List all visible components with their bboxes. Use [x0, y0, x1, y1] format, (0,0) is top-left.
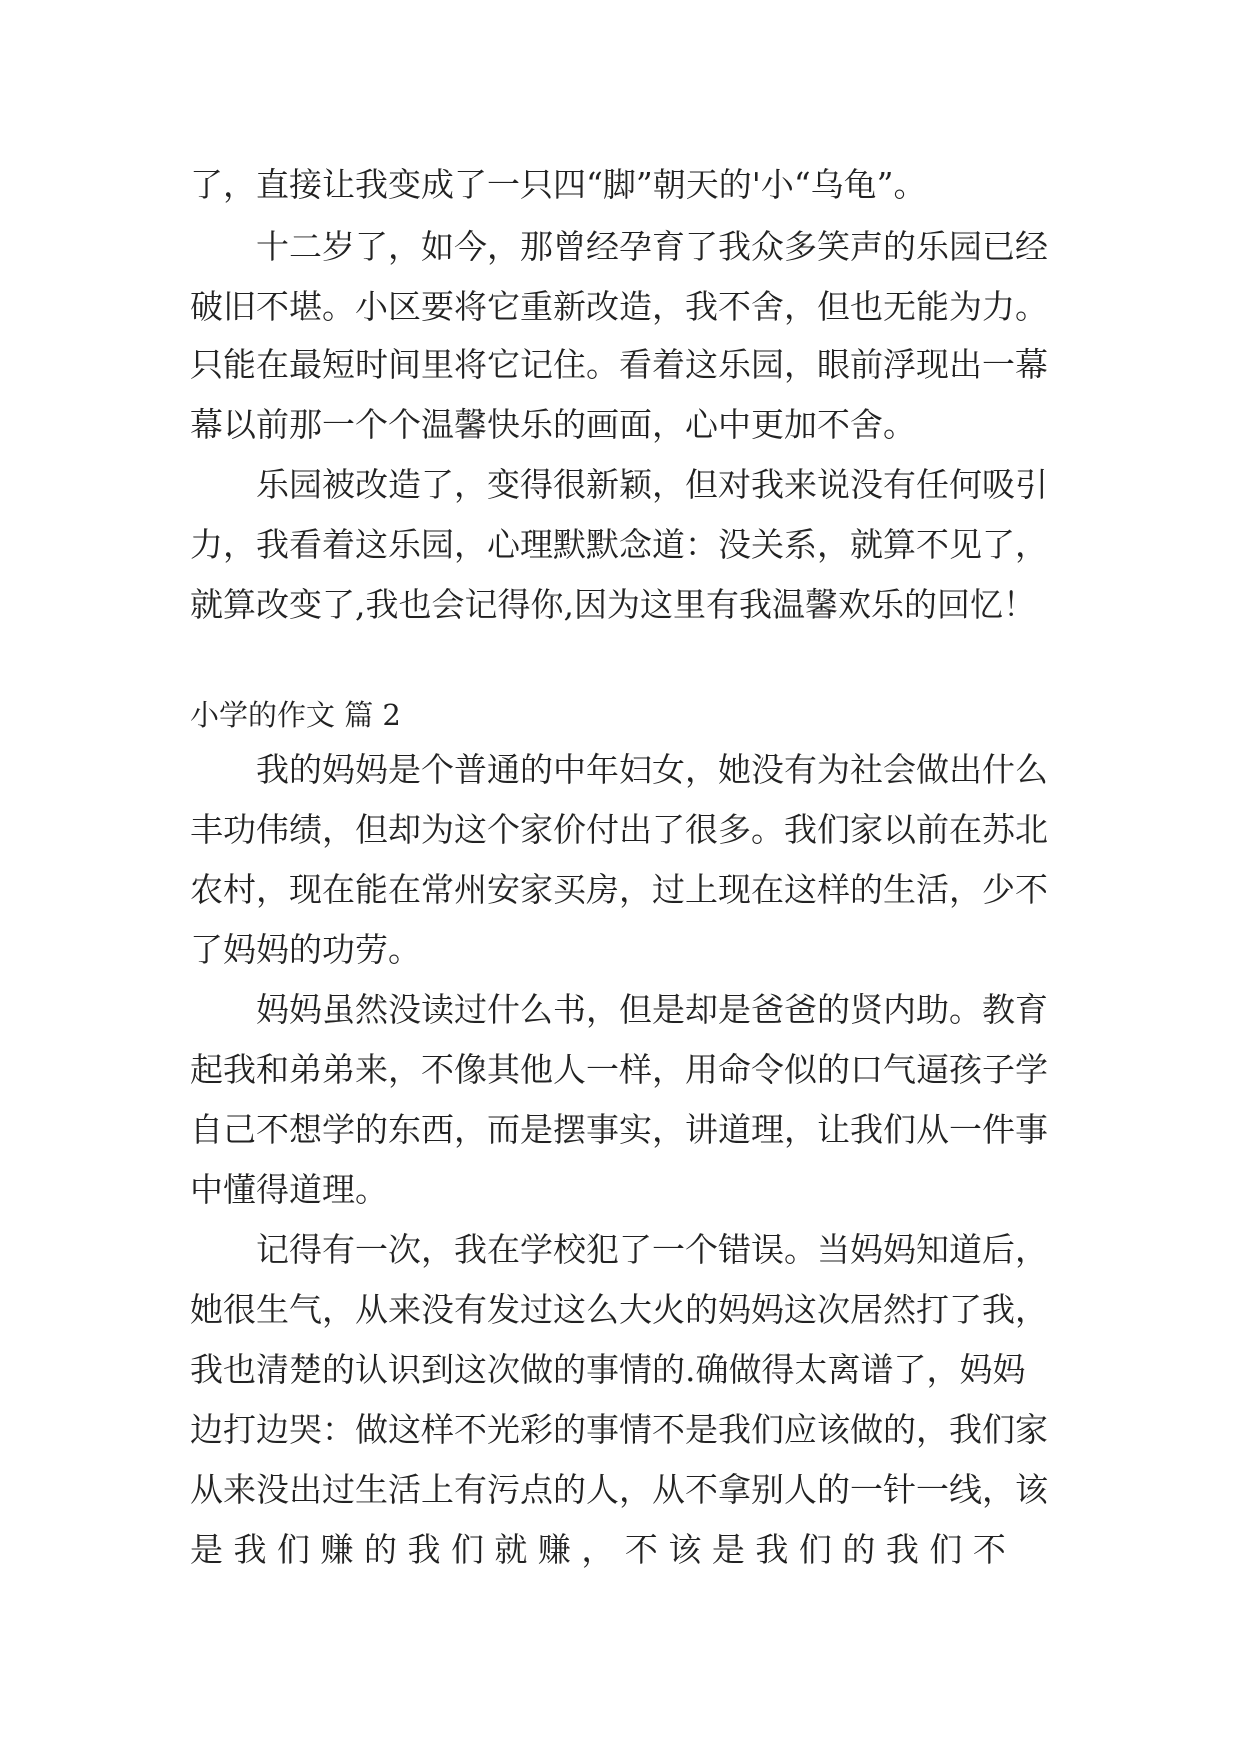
paragraph-line	[0, 282, 1241, 332]
paragraph-line	[0, 1525, 1241, 1575]
line-text: 丰功伟绩，但却为这个家价付出了很多。我们家以前在苏北	[190, 810, 1048, 849]
paragraph-line	[0, 340, 1241, 390]
paragraph-line	[0, 1045, 1241, 1095]
paragraph-line	[0, 1345, 1241, 1395]
line-text: 力，我看着这乐园，心理默默念道：没关系，就算不见了，	[190, 525, 1048, 564]
line-text: 自己不想学的东西，而是摆事实，讲道理，让我们从一件事	[190, 1110, 1048, 1149]
paragraph-line	[0, 460, 1241, 510]
section-heading-text: 小学的作文 篇 2	[190, 698, 401, 732]
paragraph-line	[0, 1465, 1241, 1515]
line-text: 幕以前那一个个温馨快乐的画面，心中更加不舍。	[190, 405, 916, 444]
line-text: 妈妈虽然没读过什么书，但是却是爸爸的贤内助。教育	[256, 990, 1048, 1029]
line-text: 中懂得道理。	[190, 1170, 388, 1209]
line-text: 起我和弟弟来，不像其他人一样，用命令似的口气逼孩子学	[190, 1050, 1048, 1089]
line-text: 她很生气，从来没有发过这么大火的妈妈这次居然打了我，	[190, 1290, 1048, 1329]
paragraph-line	[0, 805, 1241, 855]
paragraph-line	[0, 520, 1241, 570]
paragraph-line	[0, 1285, 1241, 1335]
section-heading	[0, 690, 1241, 740]
paragraph-line	[0, 580, 1241, 630]
line-text: 我也清楚的认识到这次做的事情的.确做得太离谱了，妈妈	[190, 1350, 1026, 1389]
line-text: 农村，现在能在常州安家买房，过上现在这样的生活，少不	[190, 870, 1048, 909]
line-text: 就算改变了,我也会记得你,因为这里有我温馨欢乐的回忆！	[190, 585, 1036, 624]
line-text: 了妈妈的功劳。	[190, 930, 421, 969]
line-text: 破旧不堪。小区要将它重新改造，我不舍，但也无能为力。	[190, 287, 1048, 326]
line-text: 只能在最短时间里将它记住。看着这乐园，眼前浮现出一幕	[190, 345, 1048, 384]
paragraph-line	[0, 1105, 1241, 1155]
paragraph-line	[0, 1165, 1241, 1215]
line-text: 从来没出过生活上有污点的人，从不拿别人的一针一线，该	[190, 1470, 1048, 1509]
paragraph-line	[0, 1225, 1241, 1275]
line-text: 我的妈妈是个普通的中年妇女，她没有为社会做出什么	[256, 750, 1048, 789]
line-text: 了，直接让我变成了一只四“脚”朝天的'小“乌龟”。	[190, 165, 927, 204]
paragraph-line	[0, 400, 1241, 450]
line-text: 乐园被改造了，变得很新颖，但对我来说没有任何吸引	[256, 465, 1048, 504]
paragraph-line	[0, 925, 1241, 975]
line-text: 边打边哭：做这样不光彩的事情不是我们应该做的，我们家	[190, 1410, 1048, 1449]
line-text: 记得有一次，我在学校犯了一个错误。当妈妈知道后，	[256, 1230, 1048, 1269]
paragraph-line	[0, 222, 1241, 272]
paragraph-line	[0, 160, 1241, 210]
paragraph-line	[0, 865, 1241, 915]
line-text: 十二岁了，如今，那曾经孕育了我众多笑声的乐园已经	[256, 227, 1048, 266]
paragraph-line	[0, 745, 1241, 795]
paragraph-line	[0, 1405, 1241, 1455]
paragraph-line	[0, 985, 1241, 1035]
line-text: 是 我 们 赚 的 我 们 就 赚 ， 不 该 是 我 们 的 我 们 不	[190, 1530, 1006, 1569]
